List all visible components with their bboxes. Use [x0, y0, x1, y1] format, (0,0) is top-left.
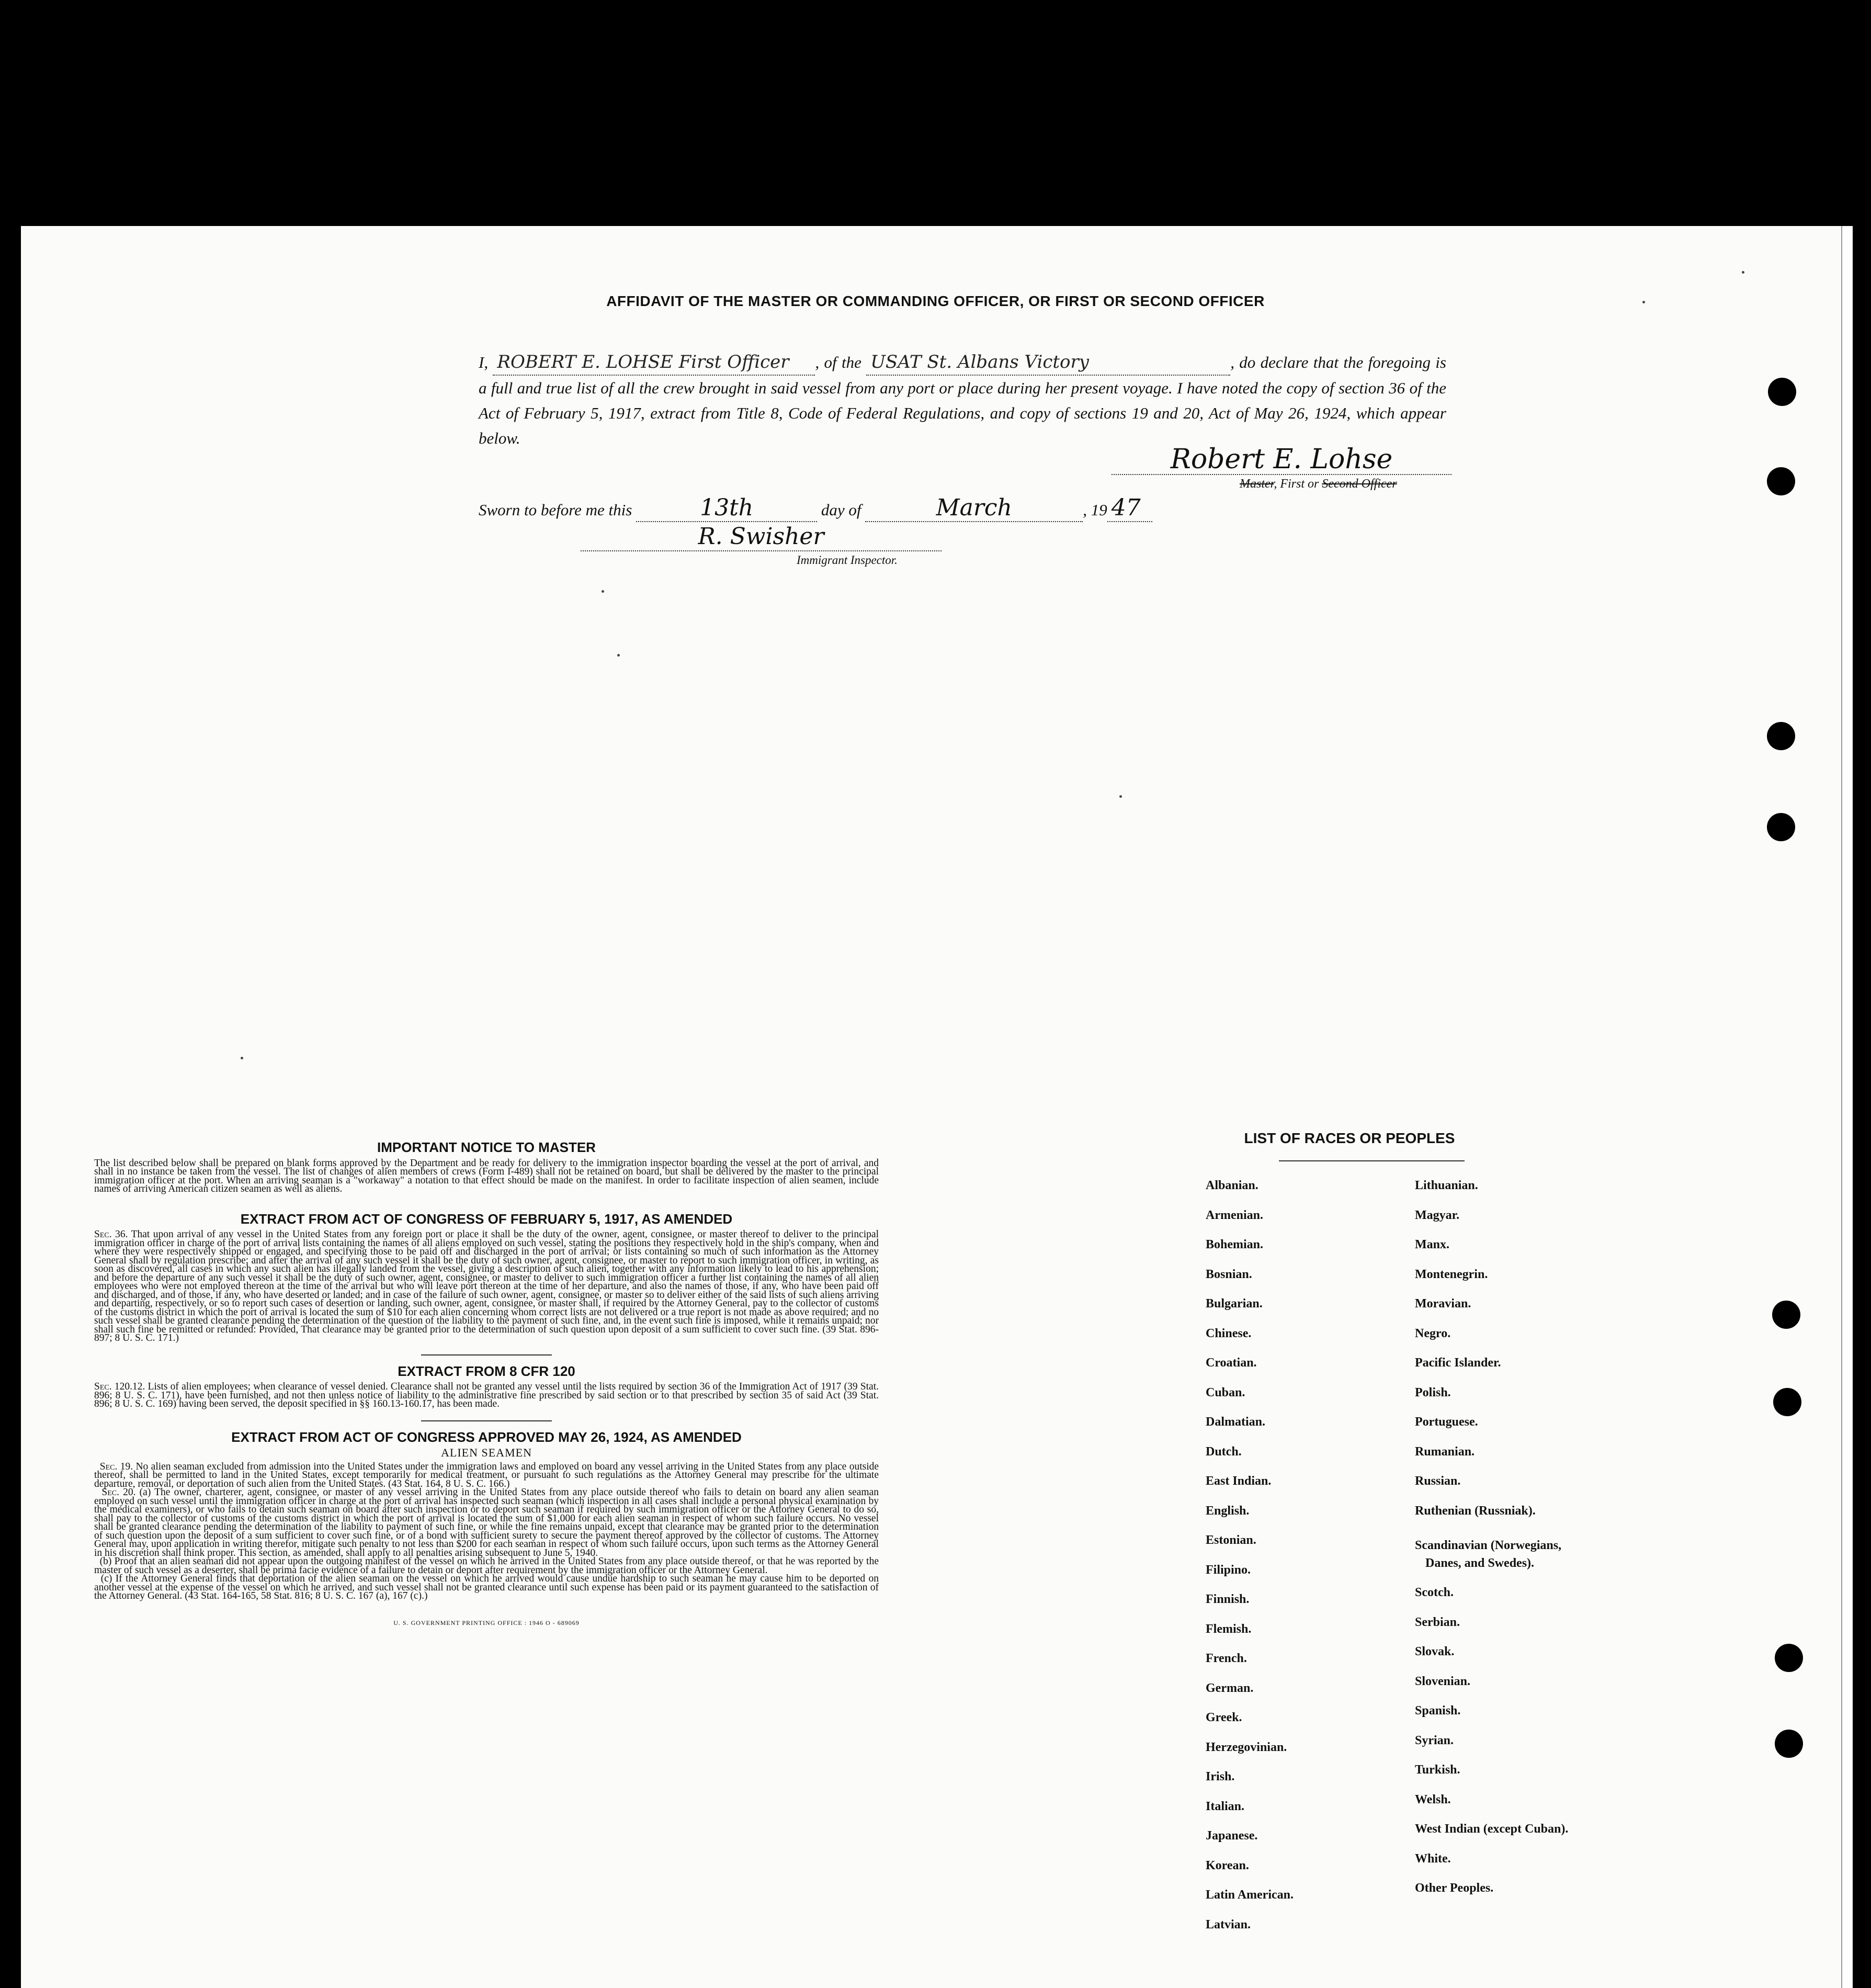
race-item: Latin American.: [1206, 1888, 1294, 1902]
races-title: LIST OF RACES OR PEOPLES: [1244, 1130, 1455, 1146]
extract-1917-section: [94, 1230, 879, 1343]
race-item: Herzegovinian.: [1206, 1740, 1287, 1754]
race-item: White.: [1415, 1851, 1451, 1866]
race-item: Lithuanian.: [1415, 1179, 1478, 1192]
race-item: Welsh.: [1415, 1792, 1451, 1806]
race-item: Manx.: [1415, 1238, 1449, 1251]
punch-hole: [1767, 813, 1795, 841]
sec-20b-paragraph: [94, 1557, 879, 1575]
sec-36-text: That upon arrival of any vessel in the United States from any foreign port or place it shall be the duty of the owner, agent, consignee, or master thereof to deliver to the principal immigration officer in charge of the port of arrival lists containing the names of all aliens employed on such vessel, stating the positions they respectively hold in the ship's company, when and where they were respectively shipped or engaged, and specifying those to be paid off and discharged in the port of arrival; or lists containing so much of such information as the Attorney General shall by regulation prescribe; and after the arrival of any such vessel it shall be the duty of such owner, agent, consignee, or master to report to such immigration officer, in writing, as soon as discovered, all cases in which any such alien has illegally landed from the vessel, giving a description of such alien, together with any information likely to lead to his apprehension; and before the departure of any such vessel it shall be the duty of such owner, agent, consignee, or master to deliver to such immigration officer a further list containing the names of all alien employees who were not employed thereon at the time of the arrival but who will leave port thereon at the time of her departure, and also the names of those, if any, who have been paid off and discharged, and of those, if any, who have deserted or landed; and in case of the failure of such owner, agent, consignee, or master so to deliver either of the said lists of such aliens arriving and departing, respectively, or so to report such cases of desertion or landing, such owner, agent, consignee, or master shall, if required by the Attorney General, pay to the collector of customs of the customs district in which the port of arrival is located the sum of $10 for each alien concerning whom correct lists are not delivered or a true report is not made as above required; and no such vessel shall be granted clearance pending the determination of the question of the liability to the payment of such fine, and, in the event such fine is imposed, while it remains unpaid; nor shall such fine be remitted or refunded: Provided, That clearance may be granted prior to the determination of such question upon deposit of a sum sufficient to cover such fine. (39 Stat. 896-897; 8 U. S. C. 171.): [94, 1229, 879, 1343]
sworn-day-field: 13th: [636, 494, 817, 522]
race-item: English.: [1206, 1504, 1250, 1518]
sec-36-label: Sec. 36.: [94, 1229, 128, 1240]
punch-hole: [1767, 722, 1795, 750]
races-column-right: [1415, 1179, 1568, 1911]
race-item: Syrian.: [1415, 1733, 1454, 1747]
race-item: Montenegrin.: [1415, 1267, 1488, 1281]
caption-first-or: , First or: [1274, 477, 1322, 491]
speck: [617, 654, 620, 657]
race-item: Ruthenian (Russniak).: [1415, 1504, 1536, 1518]
inspector-caption: Immigrant Inspector.: [797, 554, 898, 567]
race-item: East Indian.: [1206, 1474, 1272, 1488]
legal-notices-column: [94, 1139, 879, 1627]
vessel-name-field: USAT St. Albans Victory: [866, 349, 1230, 376]
race-item: Polish.: [1415, 1385, 1451, 1399]
sworn-line: [479, 494, 1152, 522]
year-prefix: , 19: [1083, 501, 1107, 519]
sworn-month-field: March: [865, 494, 1083, 522]
signature-caption: [1240, 477, 1397, 491]
race-item: Pacific Islander.: [1415, 1356, 1501, 1370]
section-divider: [421, 1354, 552, 1356]
affidavit-title: AFFIDAVIT OF THE MASTER OR COMMANDING OFFICER, OR FIRST OR SECOND OFFICER: [606, 293, 1265, 309]
race-item: Scotch.: [1415, 1586, 1454, 1599]
caption-second-officer-struck: Second Officer: [1322, 477, 1397, 491]
race-item: Chinese.: [1206, 1326, 1252, 1340]
race-item: Finnish.: [1206, 1592, 1250, 1606]
notice-text: The list described below shall be prepared on blank forms approved by the Department and be ready for delivery to the immigration inspector boarding the vessel at the port of arrival, and shall in no instance be taken from the vessel. The list of changes of alien members of crews (Form I-489) shall not be retained on board, but shall be delivered by the master to the principal immigration officer at the port. When an arriving seaman is a "workaway" a notation to that effect should be made on the manifest. In order to facilitate inspection of alien seamen, include names of arriving American citizen seamen as well as aliens.: [94, 1157, 879, 1194]
race-item: Magyar.: [1415, 1208, 1460, 1222]
punch-hole: [1773, 1388, 1801, 1416]
extract-cfr-title: EXTRACT FROM 8 CFR 120: [398, 1363, 575, 1379]
page-edge: [1841, 226, 1853, 1988]
races-column-left: [1206, 1179, 1294, 1947]
race-item: Irish.: [1206, 1770, 1235, 1783]
race-item: Armenian.: [1206, 1208, 1263, 1222]
race-item: Danes, and Swedes).: [1425, 1556, 1535, 1570]
punch-hole: [1768, 378, 1796, 406]
race-item: Greek.: [1206, 1711, 1242, 1724]
race-item: Estonian.: [1206, 1533, 1256, 1547]
punch-hole: [1767, 467, 1795, 495]
sec-20-label: Sec. 20.: [101, 1487, 136, 1498]
race-item: Scandinavian (Norwegians,: [1415, 1539, 1562, 1552]
section-divider: [421, 1420, 552, 1421]
sec-19-paragraph: [94, 1463, 879, 1489]
extract-1924-title: EXTRACT FROM ACT OF CONGRESS APPROVED MAY 26, 1924, AS AMENDED: [231, 1429, 742, 1445]
declaration-of-the: , of the: [815, 353, 861, 371]
officer-name-field: ROBERT E. LOHSE First Officer: [493, 349, 815, 376]
sec-120-label: Sec. 120.12.: [94, 1381, 145, 1392]
race-item: Portuguese.: [1415, 1415, 1478, 1429]
speck: [1742, 271, 1744, 274]
race-item: Latvian.: [1206, 1917, 1251, 1931]
race-item: Slovak.: [1415, 1645, 1455, 1658]
speck: [602, 590, 604, 593]
sec-20c-text: (c) If the Attorney General finds that deportation of the alien seaman on the vessel on which he arrived would cause undue hardship to such seaman he may cause him to be deported on another vessel at the expense of the vessel on which he arrived, and such vessel shall not be granted clearance until such expense has been paid or its payment guaranteed to the satisfaction of the Attorney General. (43 Stat. 164-165, 58 Stat. 816; 8 U. S. C. 167 (a), 167 (c).): [94, 1573, 879, 1601]
race-item: Negro.: [1415, 1326, 1451, 1340]
speck: [241, 1057, 243, 1059]
race-item: French.: [1206, 1652, 1247, 1665]
race-item: Japanese.: [1206, 1829, 1258, 1843]
caption-master-struck: Master: [1240, 477, 1274, 491]
race-item: Cuban.: [1206, 1385, 1245, 1399]
sworn-year-field: 47: [1107, 494, 1152, 522]
race-item: Rumanian.: [1415, 1444, 1475, 1459]
sec-20b-text: (b) Proof that an alien seaman did not appear upon the outgoing manifest of the vessel on which he arrived in the United States from any place outside thereof, or that he was reported by the master of such vessel as a deserter, shall be prima facie evidence of a failure to detain or deport after requirement by the immigration officer or the Attorney General.: [94, 1556, 879, 1576]
extract-1917-title: EXTRACT FROM ACT OF CONGRESS OF FEBRUARY 5, 1917, AS AMENDED: [240, 1211, 733, 1227]
speck: [1119, 795, 1122, 798]
race-item: Italian.: [1206, 1799, 1245, 1813]
race-item: Albanian.: [1206, 1179, 1258, 1192]
sec-120-text: Lists of alien employees; when clearance of vessel denied. Clearance shall not be granted any vessel until the lists required by section 36 of the Immigration Act of 1917 (39 Stat. 896; 8 U. S. C. 171), have been furnished, and not then unless notice of liability to the administrative fine prescribed by said section or to that prescribed by section 35 of said Act (39 Stat. 896; 8 U. S. C. 169) having been served, the deposit specified in §§ 160.13-160.17, has been made.: [94, 1381, 879, 1409]
sec-20c-paragraph: [94, 1575, 879, 1601]
day-of-text: day of: [821, 501, 861, 519]
race-item: Flemish.: [1206, 1622, 1252, 1636]
printing-office-line: U. S. GOVERNMENT PRINTING OFFICE : 1946 O - 689069: [393, 1619, 580, 1626]
declaration-body: that the foregoing is a full and true list of all the crew brought in said vessel from any port or place during her present voyage. I have noted the copy of section 36 of the Act of February 5, 1917, extract from Title 8, Code of Federal Regulations, and copy of sections 19 and 20, Act of May 26, 1924, which appear below.: [479, 353, 1446, 447]
declaration-paragraph: [479, 349, 1446, 451]
race-item: Slovenian.: [1415, 1674, 1471, 1688]
officer-signature: Robert E. Lohse: [1112, 444, 1452, 475]
race-item: Dalmatian.: [1206, 1415, 1265, 1429]
inspector-signature: R. Swisher: [581, 523, 942, 551]
declaration-i: I,: [479, 353, 489, 371]
punch-hole: [1775, 1730, 1803, 1758]
punch-hole: [1772, 1301, 1800, 1329]
race-item: Bosnian.: [1206, 1267, 1252, 1281]
race-item: Croatian.: [1206, 1356, 1257, 1370]
punch-hole: [1775, 1644, 1803, 1672]
race-item: Filipino.: [1206, 1563, 1251, 1577]
extract-cfr-section: [94, 1383, 879, 1409]
race-item: Spanish.: [1415, 1704, 1461, 1718]
races-title-underline: [1279, 1160, 1465, 1161]
race-item: German.: [1206, 1681, 1254, 1695]
sworn-text: Sworn to before me this: [479, 501, 632, 519]
race-item: Bulgarian.: [1206, 1297, 1263, 1311]
race-item: Serbian.: [1415, 1615, 1460, 1629]
race-item: West Indian (except Cuban).: [1415, 1822, 1569, 1836]
sec-19-label: Sec. 19.: [99, 1461, 133, 1472]
race-item: Bohemian.: [1206, 1238, 1264, 1251]
race-item: Russian.: [1415, 1474, 1461, 1488]
race-item: Turkish.: [1415, 1763, 1460, 1777]
race-item: Moravian.: [1415, 1297, 1471, 1311]
alien-seamen-subtitle: ALIEN SEAMEN: [441, 1446, 532, 1459]
sec-20a-text: (a) The owner, charterer, agent, consignee, or master of any vessel arriving in the United States from any place outside thereof who fails to detain on board any alien seaman employed on such vessel until the immigration officer in charge at the port of arrival has inspected such seaman (which inspection in all cases shall include a personal physical examination by the medical examiners), or who fails to detain such seaman on board after such inspection or to deport such seaman if required by such immigration officer or the Attorney General to do so, shall pay to the collector of customs of the customs district in which the port of arrival is located the sum of $1,000 for each alien seaman in respect of whom such failure occurs. No vessel shall be granted clearance pending the determination of the liability to payment of such fine, or while the fine remains unpaid, except that clearance may be granted prior to the determination of such question upon the deposit of a sum sufficient to cover such fine, or of a bond with sufficient surety to secure the payment thereof approved by the collector of customs. The Attorney General may, upon application in writing therefor, mitigate such penalty to not less than $200 for each seaman in respect of whom such failure occurs, upon such terms as the Attorney General in his discretion shall think proper. This section, as amended, shall apply to all penalties arising subsequent to June 5, 1940.: [94, 1487, 879, 1558]
sec-20a-paragraph: [94, 1488, 879, 1557]
declaration-do-declare: , do declare: [1230, 353, 1309, 371]
sec-19-text: No alien seaman excluded from admission into the United States under the immigration laws and employed on board any vessel arriving in the United States from any place outside thereof, shall be permitted to land in the United States, except temporarily for medical treatment, or pursuant to such regulations as the Attorney General may prescribe for the ultimate departure, removal, or deportation of such alien from the United States. (43 Stat. 164, 8 U. S. C. 166.): [94, 1461, 879, 1489]
race-item: Dutch.: [1206, 1444, 1242, 1459]
race-item: Korean.: [1206, 1858, 1249, 1872]
race-item: Other Peoples.: [1415, 1881, 1494, 1895]
notice-title: IMPORTANT NOTICE TO MASTER: [377, 1139, 596, 1155]
